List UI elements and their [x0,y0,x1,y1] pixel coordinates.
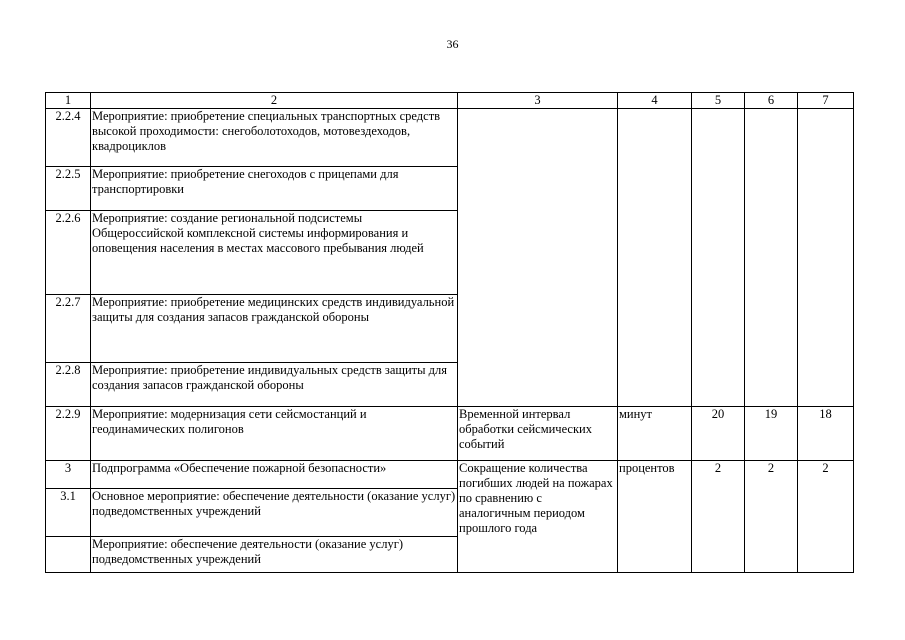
row-description: Мероприятие: модернизация сети сейсмостанций и геодинамических полигонов [91,407,458,461]
row-number: 3 [46,461,91,489]
header-cell: 7 [798,93,854,109]
program-table [45,92,854,573]
table-row [46,461,854,489]
table-row [46,407,854,461]
value-cell: 2 [798,461,854,573]
unit-cell-empty [618,109,692,407]
row-description: Мероприятие: обеспечение деятельности (оказание услуг) подведомственных учреждений [91,537,458,573]
value-cell-empty [798,109,854,407]
row-number: 2.2.4 [46,109,91,167]
row-number: 2.2.8 [46,363,91,407]
value-cell: 19 [745,407,798,461]
row-description: Мероприятие: приобретение медицинских средств индивидуальной защиты для создания запасов гражданской обороны [91,295,458,363]
value-cell-empty [745,109,798,407]
header-cell: 1 [46,93,91,109]
indicator-cell: Временной интервал обработки сейсмических событий [458,407,618,461]
value-cell: 18 [798,407,854,461]
row-number: 2.2.9 [46,407,91,461]
indicator-cell-empty [458,109,618,407]
row-description: Мероприятие: приобретение снегоходов с прицепами для транспортировки [91,167,458,211]
table-row [46,109,854,167]
value-cell: 20 [692,407,745,461]
row-number: 3.1 [46,489,91,537]
header-cell: 2 [91,93,458,109]
header-cell: 4 [618,93,692,109]
page-number: 36 [446,37,459,51]
unit-cell: процентов [618,461,692,573]
table-header-row [46,93,854,109]
value-cell-empty [692,109,745,407]
row-number: 2.2.7 [46,295,91,363]
row-number [46,537,91,573]
row-number: 2.2.6 [46,211,91,295]
header-cell: 6 [745,93,798,109]
row-description: Подпрограмма «Обеспечение пожарной безопасности» [91,461,458,489]
header-cell: 5 [692,93,745,109]
value-cell: 2 [745,461,798,573]
value-cell: 2 [692,461,745,573]
row-description: Основное мероприятие: обеспечение деятельности (оказание услуг) подведомственных учреждений [91,489,458,537]
header-cell: 3 [458,93,618,109]
row-description: Мероприятие: создание региональной подсистемы Общероссийской комплексной системы информирования и оповещения населения в местах массового пребывания людей [91,211,458,295]
row-description: Мероприятие: приобретение индивидуальных средств защиты для создания запасов гражданской обороны [91,363,458,407]
indicator-cell: Сокращение количества погибших людей на пожарах по сравнению с аналогичным периодом прошлого года [458,461,618,573]
row-number: 2.2.5 [46,167,91,211]
unit-cell: минут [618,407,692,461]
row-description: Мероприятие: приобретение специальных транспортных средств высокой проходимости: снегоболотоходов, мотовездеходов, квадроциклов [91,109,458,167]
